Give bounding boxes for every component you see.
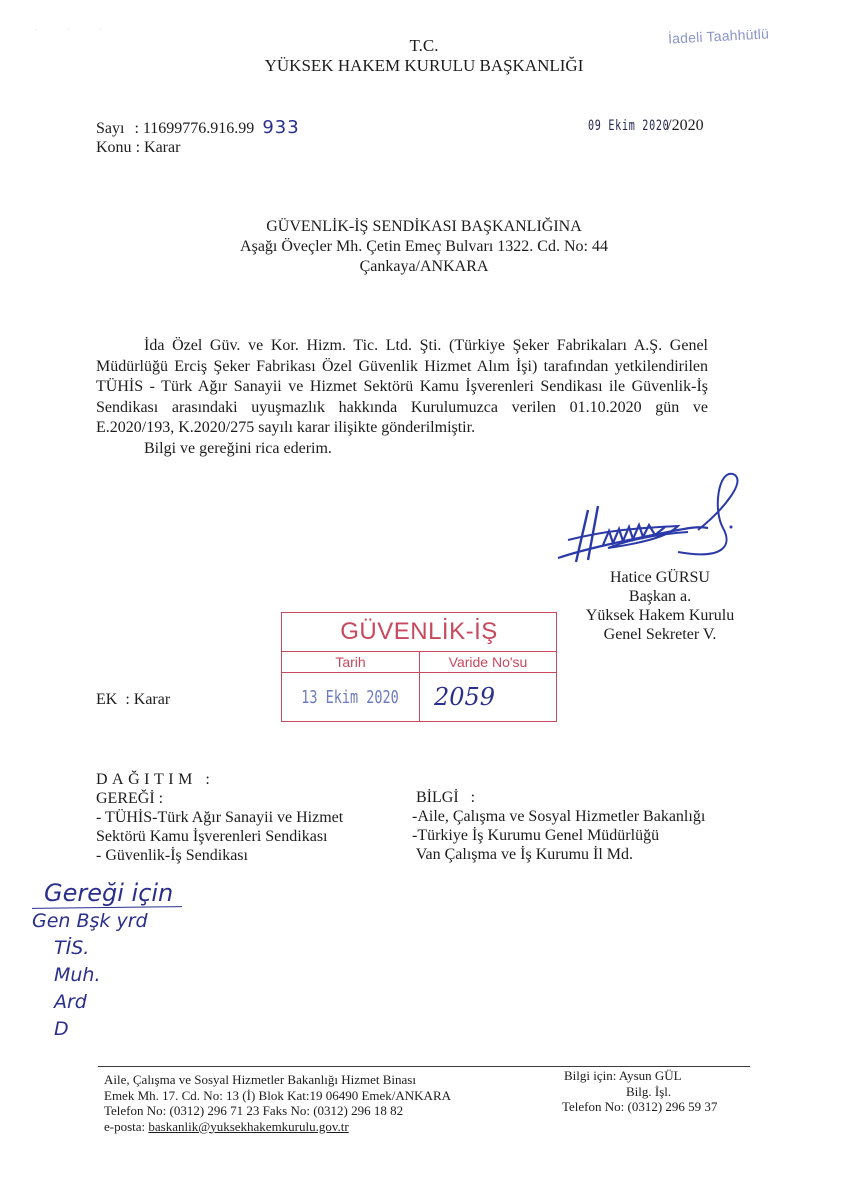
attachment-label: EK [96,691,118,708]
letter-body [96,336,708,459]
handwritten-note: Gereği için [44,879,174,907]
handwritten-note: Gen Bşk yrd [32,910,148,932]
action-item: - TÜHİS-Türk Ağır Sanayii ve Hizmet [96,809,344,826]
closing-paragraph: Bilgi ve gereğini rica ederim. [144,439,332,457]
action-item: - Güvenlik-İş Sendikası [96,847,248,864]
attachment-value: : Karar [125,691,171,708]
distribution-title: DAĞITIM : [96,771,215,788]
footer-address-line: Telefon No: (0312) 296 71 23 Faks No: (0312) 296 18 82 [104,1103,404,1118]
email-label: e-posta: [104,1118,146,1134]
stamp-date-label: Tarih [282,652,420,672]
attachment-line [96,690,170,709]
date-printed-year: /2020 [667,117,704,134]
signature [548,470,758,570]
stamp-date-cell [282,673,420,722]
stamp-labels [282,652,556,673]
info-item: Van Çalışma ve İş Kurumu İl Md. [412,846,634,863]
signatory-title: Yüksek Hakem Kurulu [585,607,735,624]
letterhead-institution: YÜKSEK HAKEM KURULU BAŞKANLIĞI [264,56,584,75]
footer-address-line: Aile, Çalışma ve Sosyal Hizmetler Bakanlığı Hizmet Binası [104,1072,416,1087]
footer-address-line: Emek Mh. 17. Cd. No: 13 (İ) Blok Kat:19 06490 Emek/ANKARA [104,1087,452,1103]
contact-person: Bilgi için: Aysun GÜL [564,1068,682,1083]
action-label: GEREĞİ : [96,790,164,807]
recipient-address-line: Aşağı Öveçler Mh. Çetin Emeç Bulvarı 1322. Cd. No: 44 [240,238,608,255]
body-paragraph: İda Özel Güv. ve Kor. Hizm. Tic. Ltd. Şti. (Türkiye Şeker Fabrikaları A.Ş. Genel Müdürlüğü Erciş Şeker Fabrikası Özel Güvenlik Hizmet Alım İşi) tarafından yetkilendirilen TÜHİS - Türk Ağır Sanayii ve Hizmet Sektörü Kamu İşverenleri Sendikası ile Güvenlik-İş Sendikası arasındaki uyuşmazlık hakkında Kurulumuzca verilen 01.10.2020 gün ve E.2020/193, K.2020/275 sayılı karar ilişikte gönderilmiştir. [96,337,708,436]
reference-label: Sayı [96,120,125,137]
stamp-number-label: Varide No'su [448,654,528,670]
stamp-date-value: 13 Ekim 2020 [301,687,400,708]
handwritten-note: D [54,1018,69,1040]
document-meta [96,118,300,157]
stamp-number-value: 2059 [434,683,496,711]
footer-address [104,1072,451,1134]
reference-value: : 11699776.916.99 [134,120,255,137]
footer-contact [562,1068,752,1115]
recipient-block [0,217,848,277]
handwritten-note: Ard [54,991,87,1013]
signatory-title: Genel Sekreter V. [603,626,717,643]
info-label: BİLGİ : [416,789,476,806]
stamp-values [282,673,556,722]
registered-mail-stamp: İadeli Taahhütlü [667,25,770,47]
contact-phone: Telefon No: (0312) 296 59 37 [562,1099,718,1114]
scan-artifacts: · · · [35,26,116,34]
handwritten-notes [22,880,182,1043]
letterhead-country: T.C. [409,36,439,55]
subject-label: Konu [96,139,132,156]
handwritten-note: TİS. [54,937,90,959]
reception-stamp [281,612,557,722]
recipient-address-line: Çankaya/ANKARA [359,258,489,275]
signatory-title: Başkan a. [628,588,692,605]
signatory-block [560,568,760,644]
document-date [588,117,704,135]
email-link[interactable]: baskanlik@yuksekhakemkurulu.gov.tr [148,1118,349,1134]
stamp-title: GÜVENLİK-İŞ [282,613,556,652]
subject-value: : Karar [135,139,181,156]
info-item: -Türkiye İş Kurumu Genel Müdürlüğü [412,827,660,844]
handwritten-note: Muh. [54,964,101,986]
handwritten-reference-number: 933 [262,117,300,138]
action-item: Sektörü Kamu İşverenleri Sendikası [96,828,328,845]
signatory-name: Hatice GÜRSU [610,569,710,586]
footer-email-line [104,1119,451,1135]
date-stamp: 09 Ekim 2020 [588,118,670,134]
contact-role: Bilg. İşl. [626,1083,672,1099]
recipient-name: GÜVENLİK-İŞ SENDİKASI BAŞKANLIĞINA [266,218,582,235]
info-item: -Aile, Çalışma ve Sosyal Hizmetler Bakanlığı [412,808,706,825]
distribution-block [96,770,396,865]
footer-divider [98,1066,750,1067]
reference-number-line [96,118,300,138]
subject-line [96,138,300,157]
info-distribution-block [412,788,772,864]
